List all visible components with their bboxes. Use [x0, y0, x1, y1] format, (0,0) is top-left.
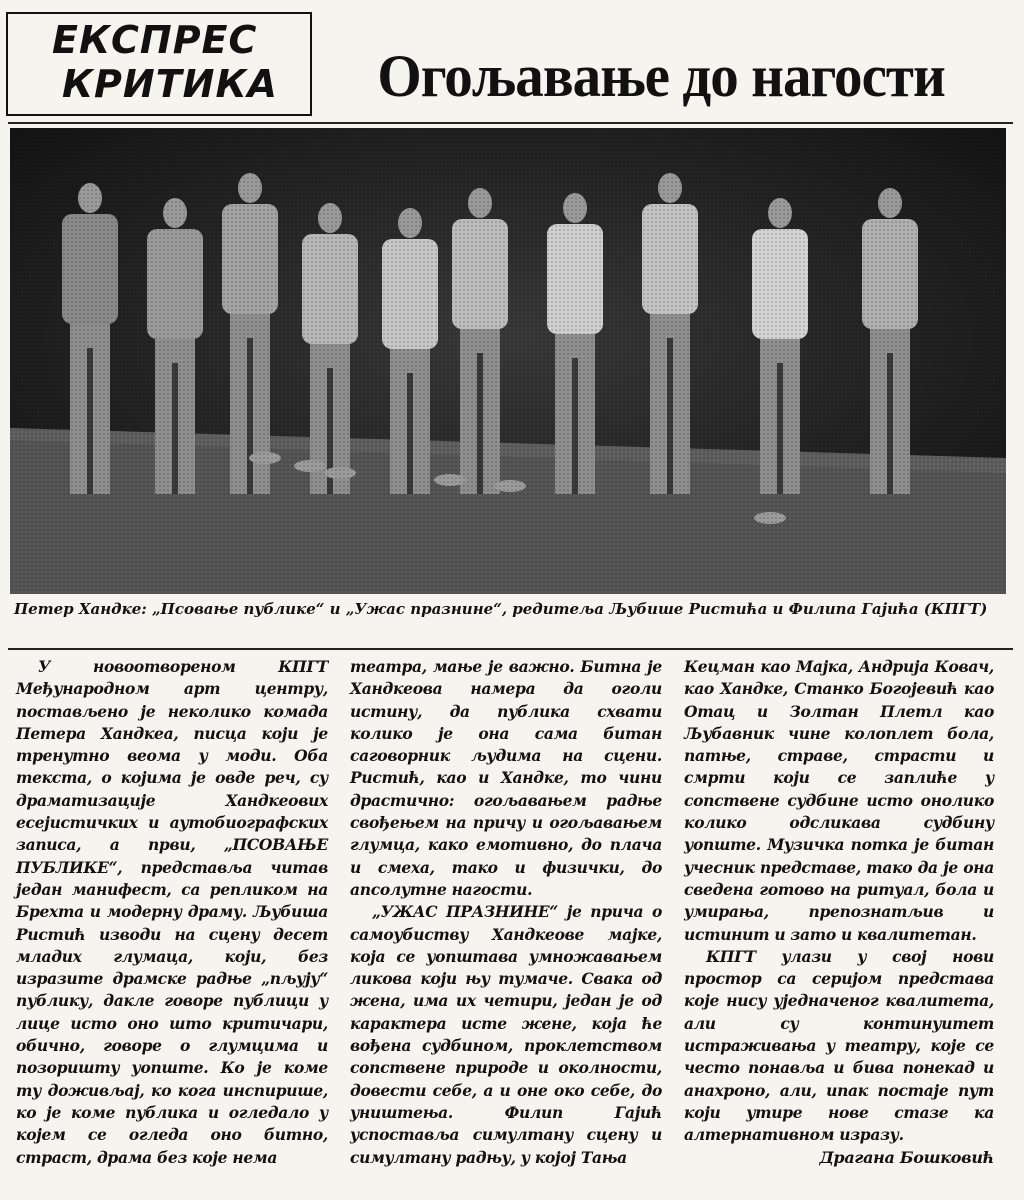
paragraph: театра, мање је важно. Битна је Хандкеова намера да оголи истину, да публика схвати колико је она сама битан саговорник људима на сцени. Ристић, као и Хандке, то чини драстично: огољавањем радње свођењем на причу и огољавањем глумца, како емотивно, до плача и смеха, тако и физички, до апсолутне нагости.	[350, 657, 662, 899]
article-headline: Огољавање до нагости	[377, 43, 945, 109]
paragraph: „УЖАС ПРАЗНИНЕ“ је прича о самоубиству Хандкеове мајке, која се уопштава умножавањем ликова који њу тумаче. Свака од жена, има их четири, један је од карактера исте жене, која ће вођена судбином, проклетством сопствене природе и околности, довести себе, а и оне око себе, до уништења. Филип Гајић успоставља симултану сцену и симултану радњу, у којој Тања	[350, 902, 662, 1167]
paragraph: КПГТ улази у свој нови простор са серијом представа које нису уједначеног квалитета, али су континуитет истраживања у театру, које се често понавља и бива понекад и анахроно, али, ипак постаје пут који утире нове стазе ка алтернативном изразу.	[684, 946, 994, 1145]
bleed-through-text	[330, 0, 1020, 40]
paragraph: У новоотвореном КПГТ Међународном арт центру, постављено је неколико комада Петера Хандкеа, писца који је тренутно веома у моди. Оба текста, о којима је овде реч, су драматизације Хандкеових есејистичких и аутобиографских записа, а први, „ПСОВАЊЕ ПУБЛИКЕ“, представља читав један манифест, са репликом на Брехта и модерну драму. Љубиша Ристић изводи на сцену десет младих глумаца, који, без изразите драмске радње „пљују“ публику, дакле говоре публици у лице исто оно што критичари, обично, говоре о глумцима и позоришту уопште. Ко је коме ту доживљај, ко кога инспирише, ко је коме публика и огледало у којем се огледа оно битно, страст, драма без које нема	[16, 657, 328, 1167]
article-body	[12, 656, 1008, 1186]
performance-photo	[10, 128, 1006, 594]
paragraph: Кецман као Мајка, Андрија Ковач, као Хандке, Станко Богојевић као Отац и Золтан Плетл као Љубавник чине колоплет бола, патње, страве, страсти и смрти који се заплиће у сопствене судбине исто онолико колико одсликава судбину уопште. Музичка потка је битан учесник представе, тако да је она сведена готово на ритуал, бола и умирања, препознатљив и истинит и зато и квалитетан.	[684, 657, 994, 944]
article-column-3	[684, 656, 994, 1169]
author-byline: Драгана Бошковић	[819, 1147, 994, 1167]
article-column-1	[16, 656, 328, 1169]
kicker-line-1: ЕКСПРЕС	[52, 18, 258, 62]
photo-caption: Петер Хандке: „Псовање публике“ и „Ужас празнине“, редитеља Љубише Ристића и Филипа Гајића (КПГТ)	[14, 600, 988, 618]
article-column-2	[350, 656, 662, 1169]
actors-on-stage-image	[10, 128, 1006, 594]
top-divider	[8, 122, 1013, 124]
section-kicker-box	[6, 12, 312, 116]
caption-divider	[8, 648, 1013, 650]
kicker-line-2: КРИТИКА	[62, 62, 278, 106]
